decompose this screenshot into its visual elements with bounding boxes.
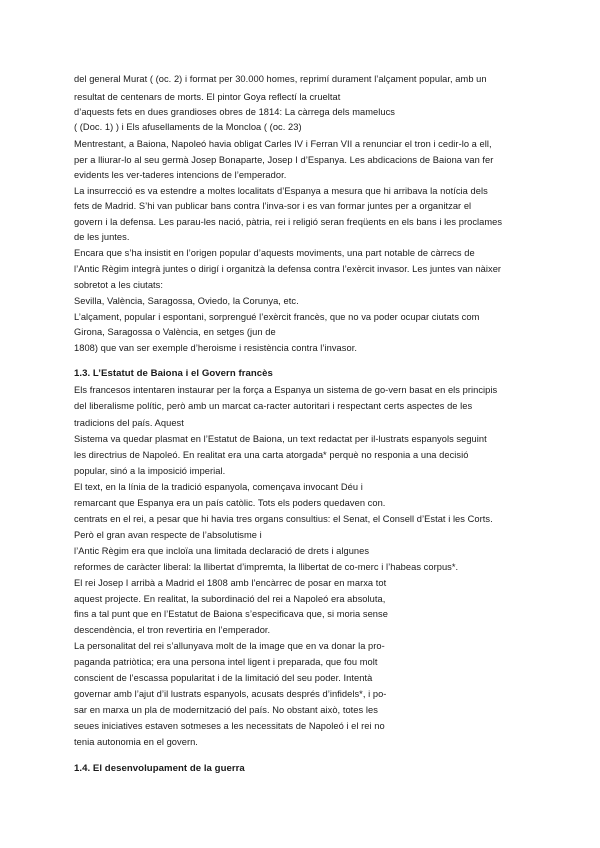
text-line: centrats en el rei, a pesar que hi havia tres organs consultius: el Senat, el Consell d’Estat i les Corts. [74,514,493,524]
text-line: El text, en la línia de la tradició espanyola, començava invocant Déu i [74,482,363,492]
text-line: El rei Josep I arribà a Madrid el 1808 amb l’encàrrec de posar en marxa tot [74,578,387,588]
text-line: Girona, Saragossa o València, en setges (jun de [74,327,276,337]
text-line: tradicions del país. Aquest [74,418,184,428]
text-line: tenia autonomia en el govern. [74,737,198,747]
section-heading-1-3: 1.3. L’Estatut de Baiona i el Govern francès [74,368,273,379]
text-line: descendència, el tron revertiria en l’emperador. [74,625,271,635]
text-line: Encara que s’ha insistit en l’origen popular d’aquests moviments, una part notable de càrrecs de [74,248,475,258]
text-line: governar amb l’ajut d’il lustrats espanyols, acusats després d’infidels*, i po- [74,689,387,699]
text-line: fets de Madrid. S’hi van publicar bans contra l’inva-sor i es van formar juntes per a organitzar el [74,201,472,211]
text-line: resultat de centenars de morts. El pintor Goya reflectí la crueltat [74,92,341,102]
text-line: l’Antic Règim era que incloïa una limitada declaració de drets i algunes [74,546,370,556]
text-line: d’aquests fets en dues grandioses obres de 1814: La càrrega dels mamelucs [74,107,395,117]
text-line: sobretot a les ciutats: [74,280,163,290]
text-line: 1808) que van ser exemple d’heroisme i resistència contra l’invasor. [74,343,357,353]
text-line: L’alçament, popular i espontani, sorprengué l’exèrcit francès, que no va poder ocupar ciutats com [74,312,480,322]
text-line: La personalitat del rei s’allunyava molt de la image que en va donar la pro- [74,641,385,651]
text-line: La insurrecció es va estendre a moltes localitats d’Espanya a mesura que hi arribava la notícia dels [74,186,488,196]
text-line: paganda patriòtica; era una persona intel ligent i preparada, que fou molt [74,657,378,667]
text-line: aquest projecte. En realitat, la subordinació del rei a Napoleó era absoluta, [74,594,386,604]
text-line: Sistema va quedar plasmat en l’Estatut de Baiona, un text redactat per il-lustrats espanyols seguint [74,434,487,444]
text-line: les directrius de Napoleó. En realitat era una carta atorgada* perquè no responia a una decisió [74,450,469,460]
text-line: fins a tal punt que en l’Estatut de Baiona s’especificava que, si moria sense [74,609,388,619]
text-line: seues iniciatives estaven sotmeses a les necessitats de Napoleó i el rei no [74,721,385,731]
text-line: evidents les ver-taderes intencions de l’emperador. [74,170,287,180]
text-line: ( (Doc. 1) ) i Els afusellaments de la Moncloa ( (oc. 23) [74,122,302,132]
text-line: Mentrestant, a Baiona, Napoleó havia obligat Carles IV i Ferran VII a renunciar el tron i cedir-lo a ell, [74,139,492,149]
text-line: reformes de caràcter liberal: la llibertat d’impremta, la llibertat de co-merc i l’habeas corpus*. [74,562,459,572]
text-line: govern i la defensa. Les parau-les nació, pàtria, rei i religió seran freqüents en els bans i les proclames [74,217,503,227]
text-line: sar en marxa un pla de modernització del país. No obstant això, totes les [74,705,378,715]
text-line: del general Murat ( (oc. 2) i format per 30.000 homes, reprimí durament l’alçament popular, amb un [74,74,487,84]
text-line: popular, sinó a la imposició imperial. [74,466,226,476]
text-line: Però el gran avan respecte de l’absolutisme i [74,530,262,540]
text-line: conscient de l’escassa popularitat i de la limitació del seu poder. Intentà [74,673,373,683]
text-line: remarcant que Espanya era un país catòlic. Tots els poders quedaven con. [74,498,386,508]
text-line: per a lliurar-lo al seu germà Josep Bonaparte, Josep I d’Espanya. Les abdicacions de Baiona van fer [74,155,494,165]
section-heading-1-4: 1.4. El desenvolupament de la guerra [74,763,245,774]
text-line: del liberalisme polític, però amb un marcat ca-racter autoritari i respectant certs aspectes de les [74,401,473,411]
text-line: Els francesos intentaren instaurar per la força a Espanya un sistema de go-vern basat en els principis [74,385,498,395]
text-line: Sevilla, València, Saragossa, Oviedo, la Corunya, etc. [74,296,299,306]
text-line: de les juntes. [74,232,130,242]
text-line: l’Antic Règim integrà juntes o dirigí i organitzà la defensa contra l’exèrcit invasor. Les juntes van nàixer [74,264,502,274]
